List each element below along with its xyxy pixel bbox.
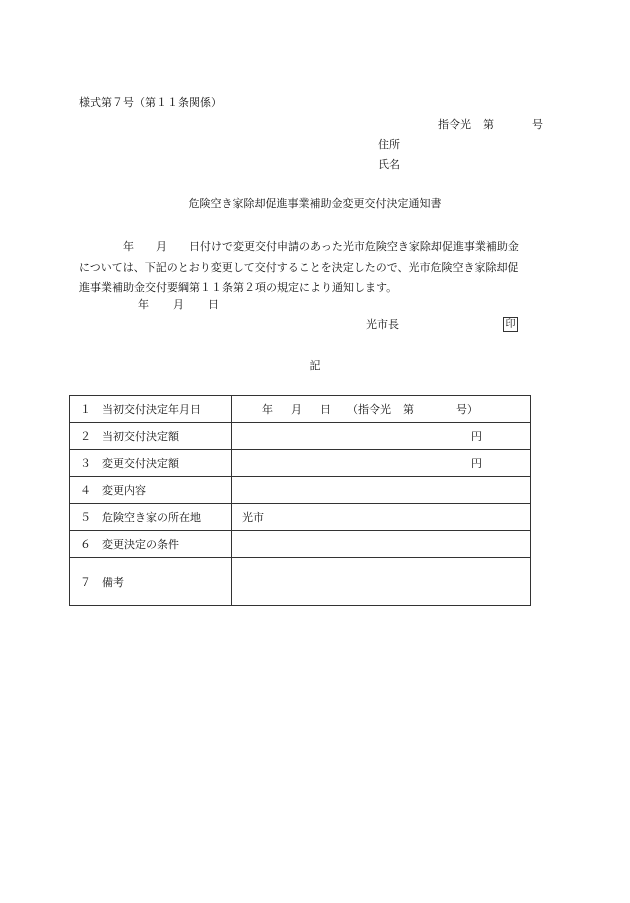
date-month: 月 <box>173 298 184 311</box>
row1-month: 月 <box>291 403 302 416</box>
body-line-3: 進事業補助金交付要綱第１１条第２項の規定により通知します。 <box>79 281 398 294</box>
notice-body <box>79 237 549 299</box>
row1-year: 年 <box>262 403 273 416</box>
table-row <box>70 423 531 450</box>
ref-go: 号 <box>532 118 543 131</box>
yen-unit: 円 <box>471 457 482 470</box>
date-day: 日 <box>208 298 219 311</box>
table-row <box>70 531 531 558</box>
row-value-remarks <box>232 558 531 606</box>
row-label: ６ 変更決定の条件 <box>70 531 232 558</box>
table-row <box>70 477 531 504</box>
date-year: 年 <box>138 298 149 311</box>
row-value-location: 光市 <box>232 504 531 531</box>
row-value-conditions <box>232 531 531 558</box>
yen-unit: 円 <box>471 430 482 443</box>
form-number: 様式第７号（第１１条関係） <box>79 96 222 109</box>
row1-day: 日 <box>320 403 331 416</box>
table-row <box>70 558 531 606</box>
ref-prefix: 指令光 <box>438 118 471 131</box>
issue-date <box>138 298 219 312</box>
mayor-title: 光市長 <box>366 318 399 331</box>
reference-number <box>438 118 543 132</box>
ki-heading: 記 <box>309 359 321 372</box>
row-label: ４ 変更内容 <box>70 477 232 504</box>
address-label: 住所 <box>378 138 400 151</box>
row1-dai: 第 <box>403 403 414 416</box>
body-line-2: については、下記のとおり変更して交付することを決定したので、光市危険空き家除却促 <box>79 260 519 274</box>
body-line-1: 年 月 日付けで変更交付申請のあった光市危険空き家除却促進事業補助金 <box>79 240 519 253</box>
seal-mark: 印 <box>503 317 518 332</box>
details-table <box>69 395 531 606</box>
row-value-original-amount <box>232 423 531 450</box>
document-title: 危険空き家除却促進事業補助金変更交付決定通知書 <box>188 197 442 210</box>
row-label: ３ 変更交付決定額 <box>70 450 232 477</box>
row-label: １ 当初交付決定年月日 <box>70 396 232 423</box>
table-row <box>70 504 531 531</box>
ref-dai: 第 <box>483 118 494 131</box>
row-label: ２ 当初交付決定額 <box>70 423 232 450</box>
row1-go: 号） <box>456 403 478 416</box>
table-row <box>70 450 531 477</box>
row-label: ５ 危険空き家の所在地 <box>70 504 232 531</box>
row-value-change-details <box>232 477 531 504</box>
row-label: ７ 備考 <box>70 558 232 606</box>
table-row <box>70 396 531 423</box>
row-value-changed-amount <box>232 450 531 477</box>
row-value-original-date <box>232 396 531 423</box>
name-label: 氏名 <box>378 158 400 171</box>
row1-paren-open: （指令光 <box>347 403 391 416</box>
